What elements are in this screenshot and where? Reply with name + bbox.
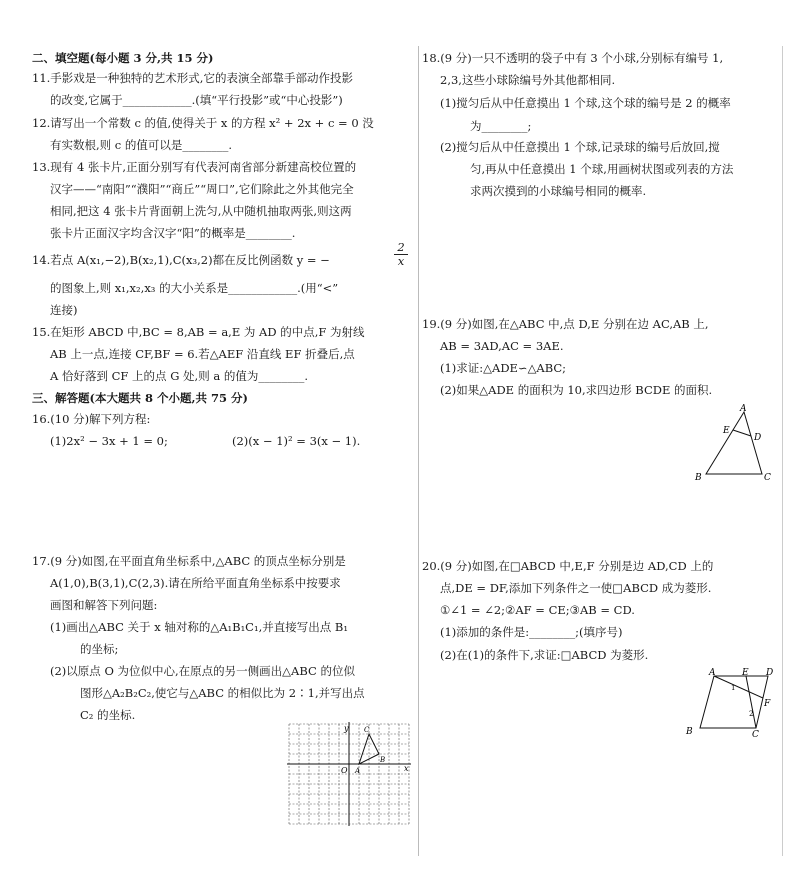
q19-triangle-figure: [692, 402, 774, 484]
label-c: C: [752, 730, 759, 738]
q12-line1: 12.请写出一个常数 c 的值,使得关于 x 的方程 x² + 2x + c = 0 没: [32, 116, 374, 130]
q14-denominator: x: [397, 254, 405, 268]
q11-line1: 11.手影戏是一种独特的艺术形式,它的表演全部靠手部动作投影: [32, 71, 353, 85]
triangle-abc: [706, 412, 762, 474]
q18-line2: 2,3,这些小球除编号外其他都相同.: [440, 73, 616, 87]
label-b: B: [380, 756, 386, 764]
q15-line2: AB 上一点,连接 CF,BF = 6.若△AEF 沿直线 EF 折叠后,点: [50, 347, 355, 361]
q17-line4: (1)画出△ABC 关于 x 轴对称的△A₁B₁C₁,并直接写出点 B₁: [50, 620, 348, 634]
angle-label-2: 2: [749, 710, 754, 718]
label-b: B: [695, 473, 702, 483]
q14-fraction: [394, 241, 408, 268]
label-y: y: [344, 724, 349, 733]
q18-line3: (1)搅匀后从中任意摸出 1 个球,这个球的编号是 2 的概率: [440, 96, 731, 110]
q18-line1: 18.(9 分)一只不透明的袋子中有 3 个小球,分别标有编号 1,: [422, 51, 724, 65]
label-b: B: [686, 727, 693, 737]
q19-line1: 19.(9 分)如图,在△ABC 中,点 D,E 分别在边 AC,AB 上,: [422, 317, 709, 331]
label-e: E: [742, 668, 749, 678]
page-edge: [782, 46, 783, 856]
q20-line1: 20.(9 分)如图,在□ABCD 中,E,F 分别是边 AD,CD 上的: [422, 559, 714, 573]
q17-line5: 的坐标;: [80, 642, 119, 656]
q17-line8: C₂ 的坐标.: [80, 708, 136, 722]
q18-line5: (2)搅匀后从中任意摸出 1 个球,记录球的编号后放回,搅: [440, 140, 720, 154]
column-divider: [418, 46, 419, 856]
label-a: A: [740, 404, 747, 414]
label-c: C: [764, 473, 771, 483]
q20-line5: (2)在(1)的条件下,求证:□ABCD 为菱形.: [440, 648, 649, 662]
section-2-title: 二、填空题(每小题 3 分,共 15 分): [32, 51, 214, 65]
q13-line4: 张卡片正面汉字均含汉字“阳”的概率是________.: [50, 226, 296, 240]
q19-line3: (1)求证:△ADE∽△ABC;: [440, 361, 567, 375]
q20-line3: ①∠1 = ∠2;②AF = CE;③AB = CD.: [440, 603, 635, 617]
q14-line3: 连接): [50, 303, 78, 317]
label-c: C: [364, 726, 370, 734]
q20-line2: 点,DE = DF,添加下列条件之一使□ABCD 成为菱形.: [440, 581, 712, 595]
q11-line2: 的改变,它属于____________.(填“平行投影”或“中心投影”): [50, 93, 343, 107]
q20-parallelogram-figure: [682, 666, 778, 738]
q15-line3: A 恰好落到 CF 上的点 G 处,则 a 的值为________.: [50, 369, 309, 383]
q12-line2: 有实数根,则 c 的值可以是________.: [50, 138, 233, 152]
q14-line1: 14.若点 A(x₁,−2),B(x₂,1),C(x₃,2)都在反比例函数 y = −: [32, 253, 330, 267]
q17-line1: 17.(9 分)如图,在平面直角坐标系中,△ABC 的顶点坐标分别是: [32, 554, 346, 568]
q17-line6: (2)以原点 O 为位似中心,在原点的另一侧画出△ABC 的位似: [50, 664, 355, 678]
q13-line3: 相同,把这 4 张卡片背面朝上洗匀,从中随机抽取两张,则这两: [50, 204, 352, 218]
label-f: F: [764, 699, 771, 709]
label-a: A: [709, 668, 716, 678]
label-e: E: [723, 426, 730, 436]
label-x: x: [404, 764, 409, 773]
q13-line2: 汉字——“南阳”“濮阳”“商丘”“周口”,它们除此之外其他完全: [50, 182, 354, 196]
q17-line3: 画图和解答下列问题:: [50, 598, 158, 612]
segment-de: [733, 430, 751, 436]
q14-numerator: 2: [394, 241, 408, 255]
q15-line1: 15.在矩形 ABCD 中,BC = 8,AB = a,E 为 AD 的中点,F 为射线: [32, 325, 365, 339]
angle-label-1: 1: [731, 684, 736, 692]
q20-line4: (1)添加的条件是:________;(填序号): [440, 625, 623, 639]
segment-ec: [746, 676, 756, 728]
q14-line2: 的图象上,则 x₁,x₂,x₃ 的大小关系是____________.(用“<”: [50, 281, 339, 295]
q17-grid-figure: [287, 722, 411, 826]
q17-line2: A(1,0),B(3,1),C(2,3).请在所给平面直角坐标系中按要求: [50, 576, 341, 590]
section-3-title: 三、解答题(本大题共 8 个小题,共 75 分): [32, 391, 248, 405]
label-o: O: [341, 766, 348, 775]
segment-af: [714, 676, 763, 698]
q18-line6: 匀,再从中任意摸出 1 个球,用画树状图或列表的方法: [470, 162, 734, 176]
q13-line1: 13.现有 4 张卡片,正面分别写有代表河南省部分新建高校位置的: [32, 160, 357, 174]
label-d: D: [754, 433, 762, 443]
q17-line7: 图形△A₂B₂C₂,使它与△ABC 的相似比为 2∶1,并写出点: [80, 686, 365, 700]
q16-part2: (2)(x − 1)² = 3(x − 1).: [232, 434, 361, 448]
q16-part1: (1)2x² − 3x + 1 = 0;: [50, 434, 168, 448]
q19-line2: AB = 3AD,AC = 3AE.: [440, 339, 564, 353]
label-a: A: [355, 767, 361, 775]
q19-line4: (2)如果△ADE 的面积为 10,求四边形 BCDE 的面积.: [440, 383, 713, 397]
q18-line7: 求两次摸到的小球编号相同的概率.: [470, 184, 647, 198]
q16-line1: 16.(10 分)解下列方程:: [32, 412, 151, 426]
label-d: D: [766, 668, 774, 678]
q18-line4: 为________;: [470, 119, 532, 133]
